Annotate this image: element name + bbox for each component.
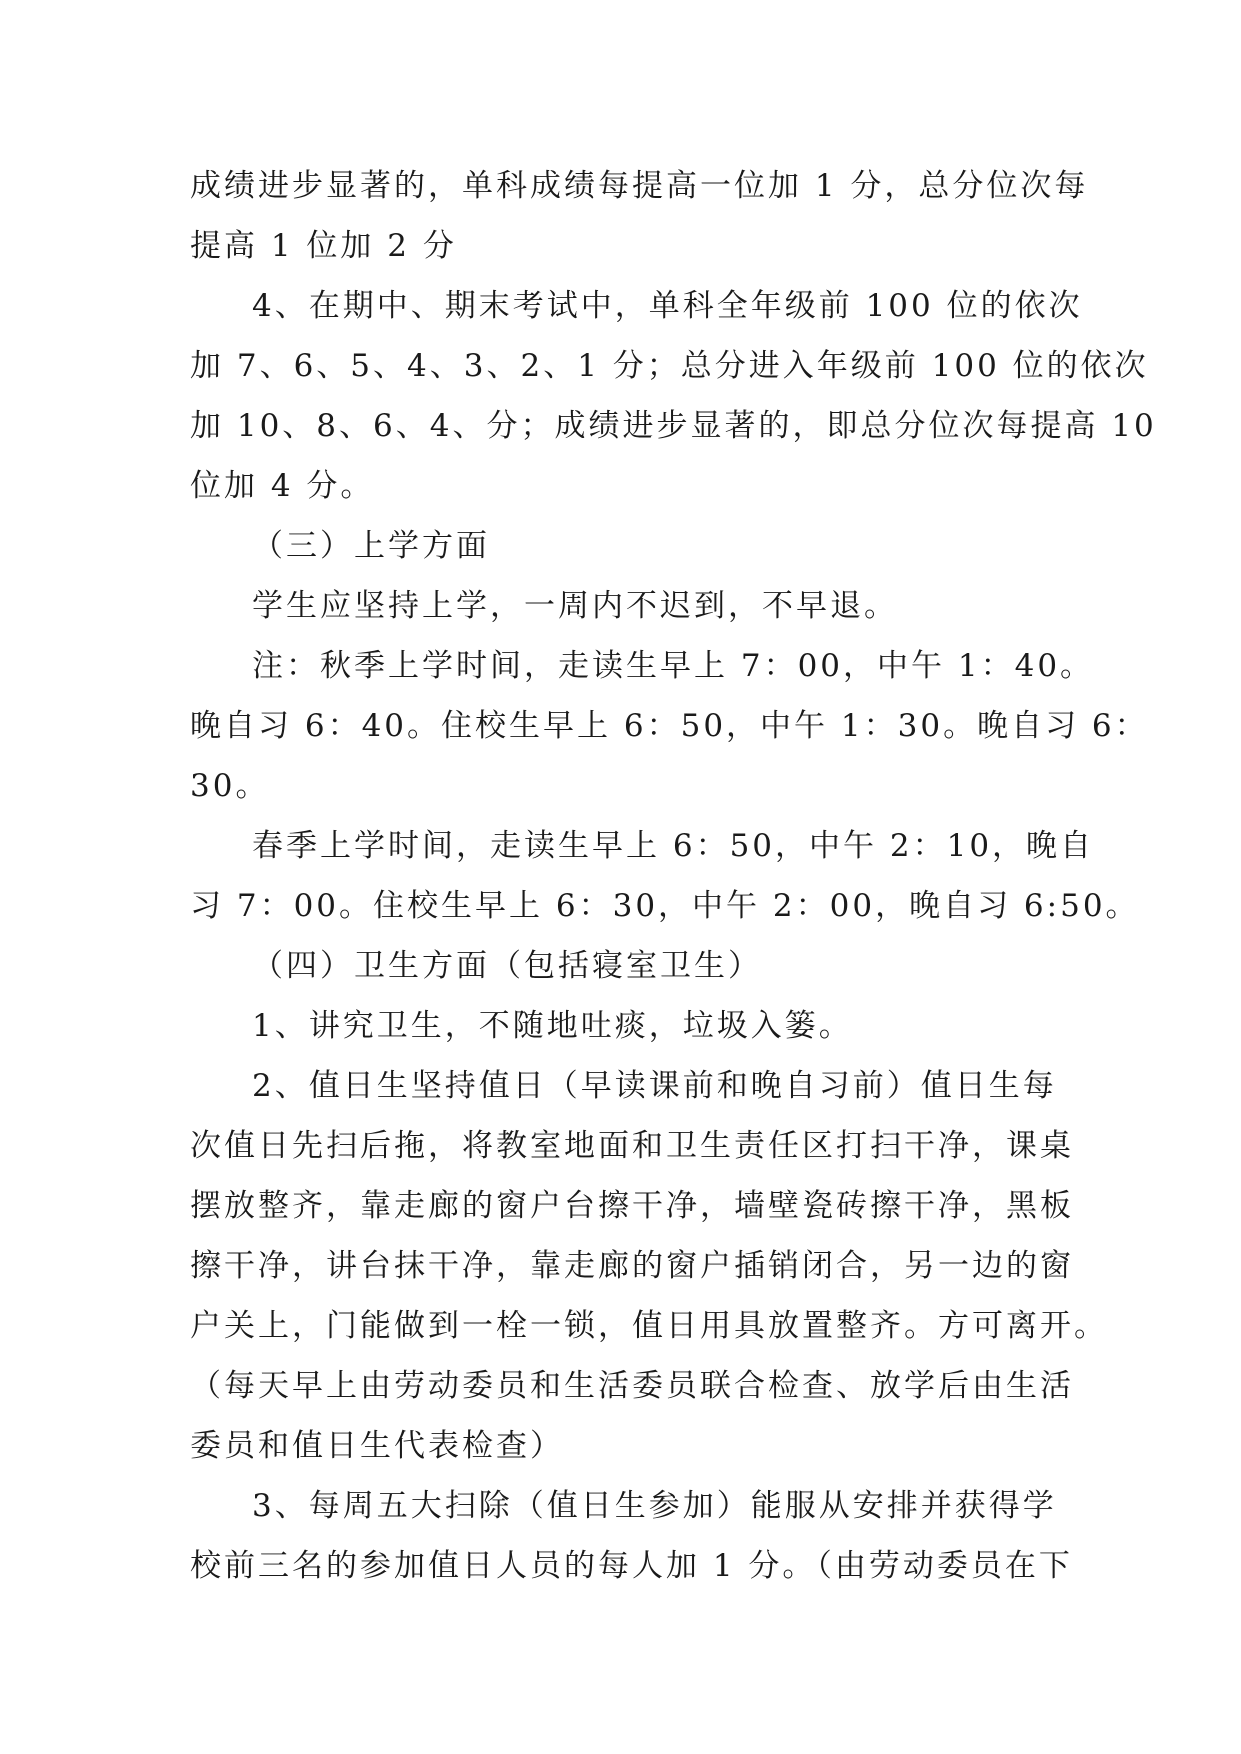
text-line: 加 7、6、5、4、3、2、1 分；总分进入年级前 100 位的依次	[190, 348, 1149, 384]
document-body	[190, 156, 1157, 1596]
text-line: 擦干净，讲台抹干净，靠走廊的窗户插销闭合，另一边的窗	[190, 1248, 1074, 1284]
text-line: 习 7：00。住校生早上 6：30，中午 2：00，晚自习 6:50。	[190, 888, 1140, 924]
text-line: 1、讲究卫生，不随地吐痰，垃圾入篓。	[252, 1008, 853, 1044]
text-line: 提高 1 位加 2 分	[190, 228, 457, 264]
text-line: 校前三名的参加值日人员的每人加 1 分。（由劳动委员在下	[190, 1548, 1073, 1584]
text-line: 春季上学时间，走读生早上 6：50，中午 2：10，晚自	[252, 828, 1095, 864]
text-line: 成绩进步显著的，单科成绩每提高一位加 1 分，总分位次每	[190, 168, 1089, 204]
text-line: 2、值日生坚持值日（早读课前和晚自习前）值日生每	[252, 1068, 1057, 1104]
text-line: 位加 4 分。	[190, 468, 375, 504]
text-line: 晚自习 6：40。住校生早上 6：50，中午 1：30。晚自习 6：	[190, 708, 1149, 744]
text-line: （四）卫生方面（包括寝室卫生）	[252, 948, 762, 984]
text-line: 3、每周五大扫除（值日生参加）能服从安排并获得学	[252, 1488, 1057, 1524]
text-line: 户关上，门能做到一栓一锁，值日用具放置整齐。方可离开。	[190, 1308, 1108, 1344]
text-line: 加 10、8、6、4、分；成绩进步显著的，即总分位次每提高 10	[190, 408, 1157, 444]
text-line: 委员和值日生代表检查）	[190, 1428, 564, 1464]
text-line: （三）上学方面	[252, 528, 490, 564]
text-line: 次值日先扫后拖，将教室地面和卫生责任区打扫干净，课桌	[190, 1128, 1074, 1164]
text-line: 摆放整齐，靠走廊的窗户台擦干净，墙壁瓷砖擦干净，黑板	[190, 1188, 1074, 1224]
text-line: 注：秋季上学时间，走读生早上 7：00，中午 1：40。	[252, 648, 1095, 684]
text-line: 30。	[190, 768, 270, 804]
text-line: （每天早上由劳动委员和生活委员联合检查、放学后由生活	[190, 1368, 1074, 1404]
text-line: 学生应坚持上学，一周内不迟到，不早退。	[252, 588, 898, 624]
text-line: 4、在期中、期末考试中，单科全年级前 100 位的依次	[252, 288, 1083, 324]
